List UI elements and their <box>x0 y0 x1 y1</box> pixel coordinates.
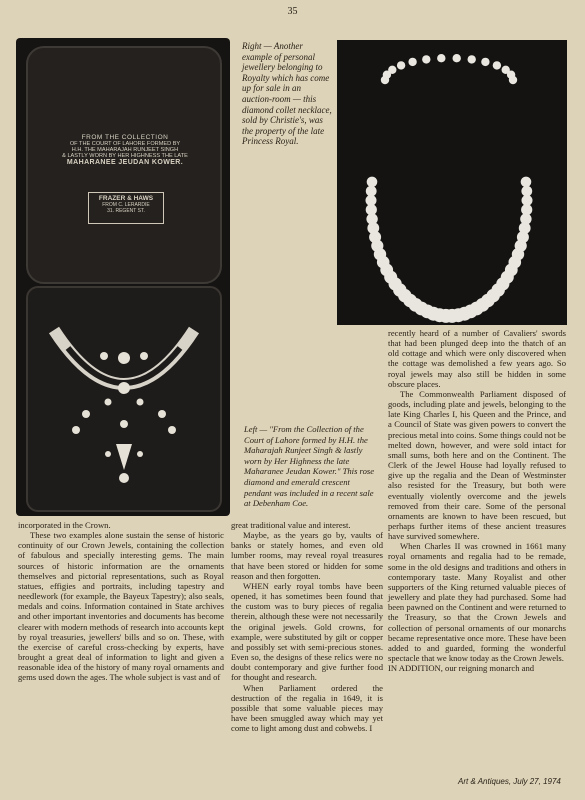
maker-from: FROM C. LERARDIE <box>102 202 150 208</box>
collection-plaque <box>50 134 200 166</box>
maker-name: FRAZER & HAWS <box>98 195 154 202</box>
crescent-pendant-image <box>46 318 202 498</box>
paragraph: recently heard of a number of Cavaliers' swords that had been plunged deep into the thatch of an old cottage and which were only discovered when the cottage was demolished a few years ago. So royal jewels may also still be hidden in some obscure places. <box>388 328 566 389</box>
necklace-image <box>337 40 567 325</box>
necklace-stone <box>408 58 416 66</box>
plaque-line-5: MAHARANEE JEUDAN KOWER. <box>66 159 184 166</box>
article-column-1 <box>18 520 224 683</box>
necklace-stone <box>481 58 489 66</box>
caption-left: Left — "From the Collection of the Court of Lahore formed by H.H. the Maharajah Runjeet Singh & lastly worn by Her Highness the late Maharanee Jeudan Kower." This rose diamond and emerald crescent pendant was included in a recent sale at Debenham Coe. <box>244 424 375 509</box>
jewel-case-photo <box>16 38 230 516</box>
plaque-line-1: FROM THE COLLECTION <box>81 134 169 141</box>
paragraph: great traditional value and interest. <box>231 520 351 530</box>
necklace-stone <box>453 54 461 62</box>
necklace-stone <box>521 177 532 188</box>
paragraph: Maybe, as the years go by, vaults of banks or stately homes, and even old lumber rooms, may reveal royal treasures that have been stored or hidden for some reason and then forgotten. <box>231 530 383 581</box>
plaque-line-3: H.H. THE MAHARAJAH RUNJEET SINGH <box>71 147 179 153</box>
caption-right: Right — Another example of personal jewellery belonging to Royalty which has come up for sale in an auction-room — this diamond collet necklace, sold by Christie's, was the property of the late Princess Royal. <box>242 41 332 147</box>
necklace-stone <box>366 186 377 197</box>
paragraph: WHEN early royal tombs have been opened, it has sometimes been found that the custom was to bury pieces of regalia therein, although these were not necessarily the original jewels. Gold crowns, for example, were substituted by gilt or copper and possibly set with semi-precious stones. Even so, the designs of these relics were no doubt contemporary and give further food for thought and research. <box>231 580 383 683</box>
article-column-2 <box>231 520 383 733</box>
necklace-stone <box>493 61 501 69</box>
necklace-stone <box>367 177 378 188</box>
paragraph: incorporated in the Crown. <box>18 520 111 530</box>
necklace-stone <box>437 54 445 62</box>
paragraph: The Commonwealth Parliament disposed of goods, including plate and jewels, belonging to the late King Charles I, his Queen and the Prince, and a Council of State was given powers to convert the precious metal into coins. Some things could not be melted down, however, and were sold intact for small sums, both here and on the Continent. The Clerk of the Jewel House had loyally refused to give up the regalia and the Dean of Westminster also resisted for the Treasury, but both were eventually violently overcome and the jewels removed from their care. Some of the personal ornaments are known to have been rescued, but perhaps further items of these ancient treasures have survived somewhere. <box>388 388 566 542</box>
necklace-stone <box>388 66 396 74</box>
maker-label <box>88 192 164 224</box>
paragraph: When Charles II was crowned in 1661 many royal ornaments and regalia had to be remade, some in the old designs and traditions and others in contemporary taste. Many Royalist and other supporters of the King returned valuable pieces of jewellery and plate they had purchased. Some had been pawned on the Continent and were returned to the Treasury, so that the Crown Jewels and collection of personal ornaments of our monarchs became representative once more. These have been added to and guarded, forming the wonderful spectacle that we know today as the Crown Jewels. <box>388 541 566 663</box>
diamond-necklace-photo <box>337 40 567 325</box>
necklace-stone <box>521 186 532 197</box>
maker-address: 31. REGENT ST. <box>107 208 145 214</box>
necklace-stone <box>422 55 430 63</box>
paragraph: When Parliament ordered the destruction of the regalia in 1649, it is possible that some valuable pieces may have been smuggled away which may yet come to light among dust and cobwebs. I <box>231 682 383 734</box>
necklace-stone <box>468 55 476 63</box>
necklace-stone <box>509 76 517 84</box>
necklace-stone <box>397 61 405 69</box>
publication-footer: Art & Antiques, July 27, 1974 <box>458 777 561 786</box>
paragraph: IN ADDITION, our reigning monarch and <box>388 663 535 674</box>
plaque-line-4: & LASTLY WORN BY HER HIGHNESS THE LATE <box>62 153 188 159</box>
article-column-3 <box>388 328 566 673</box>
page-number: 35 <box>287 6 298 17</box>
paragraph: These two examples alone sustain the sense of historic continuity of our Crown Jewels, containing the collection of fabulous and specially interesting gems. The main sources of historic information are the ornaments themselves and pictorial representations, such as Royal statues, effigies and portraits, including tapestry and needlework (for example, the Bayeux Tapestry); also seals, medals and coins. Information contained in State archives and other important inventories and documents has become clearer with modern methods of research into accounts kept by royal treasuries, jewellers' bills and so on. These, with the exercise of careful cross-checking by experts, have brought a great deal of information to light and given a reasonable idea of the history of many royal ornaments and gems used down the ages. The whole subject is vast and of <box>18 530 224 683</box>
necklace-stone <box>522 195 533 206</box>
case-lid <box>26 46 222 284</box>
plaque-line-2: OF THE COURT OF LAHORE FORMED BY <box>69 141 181 147</box>
